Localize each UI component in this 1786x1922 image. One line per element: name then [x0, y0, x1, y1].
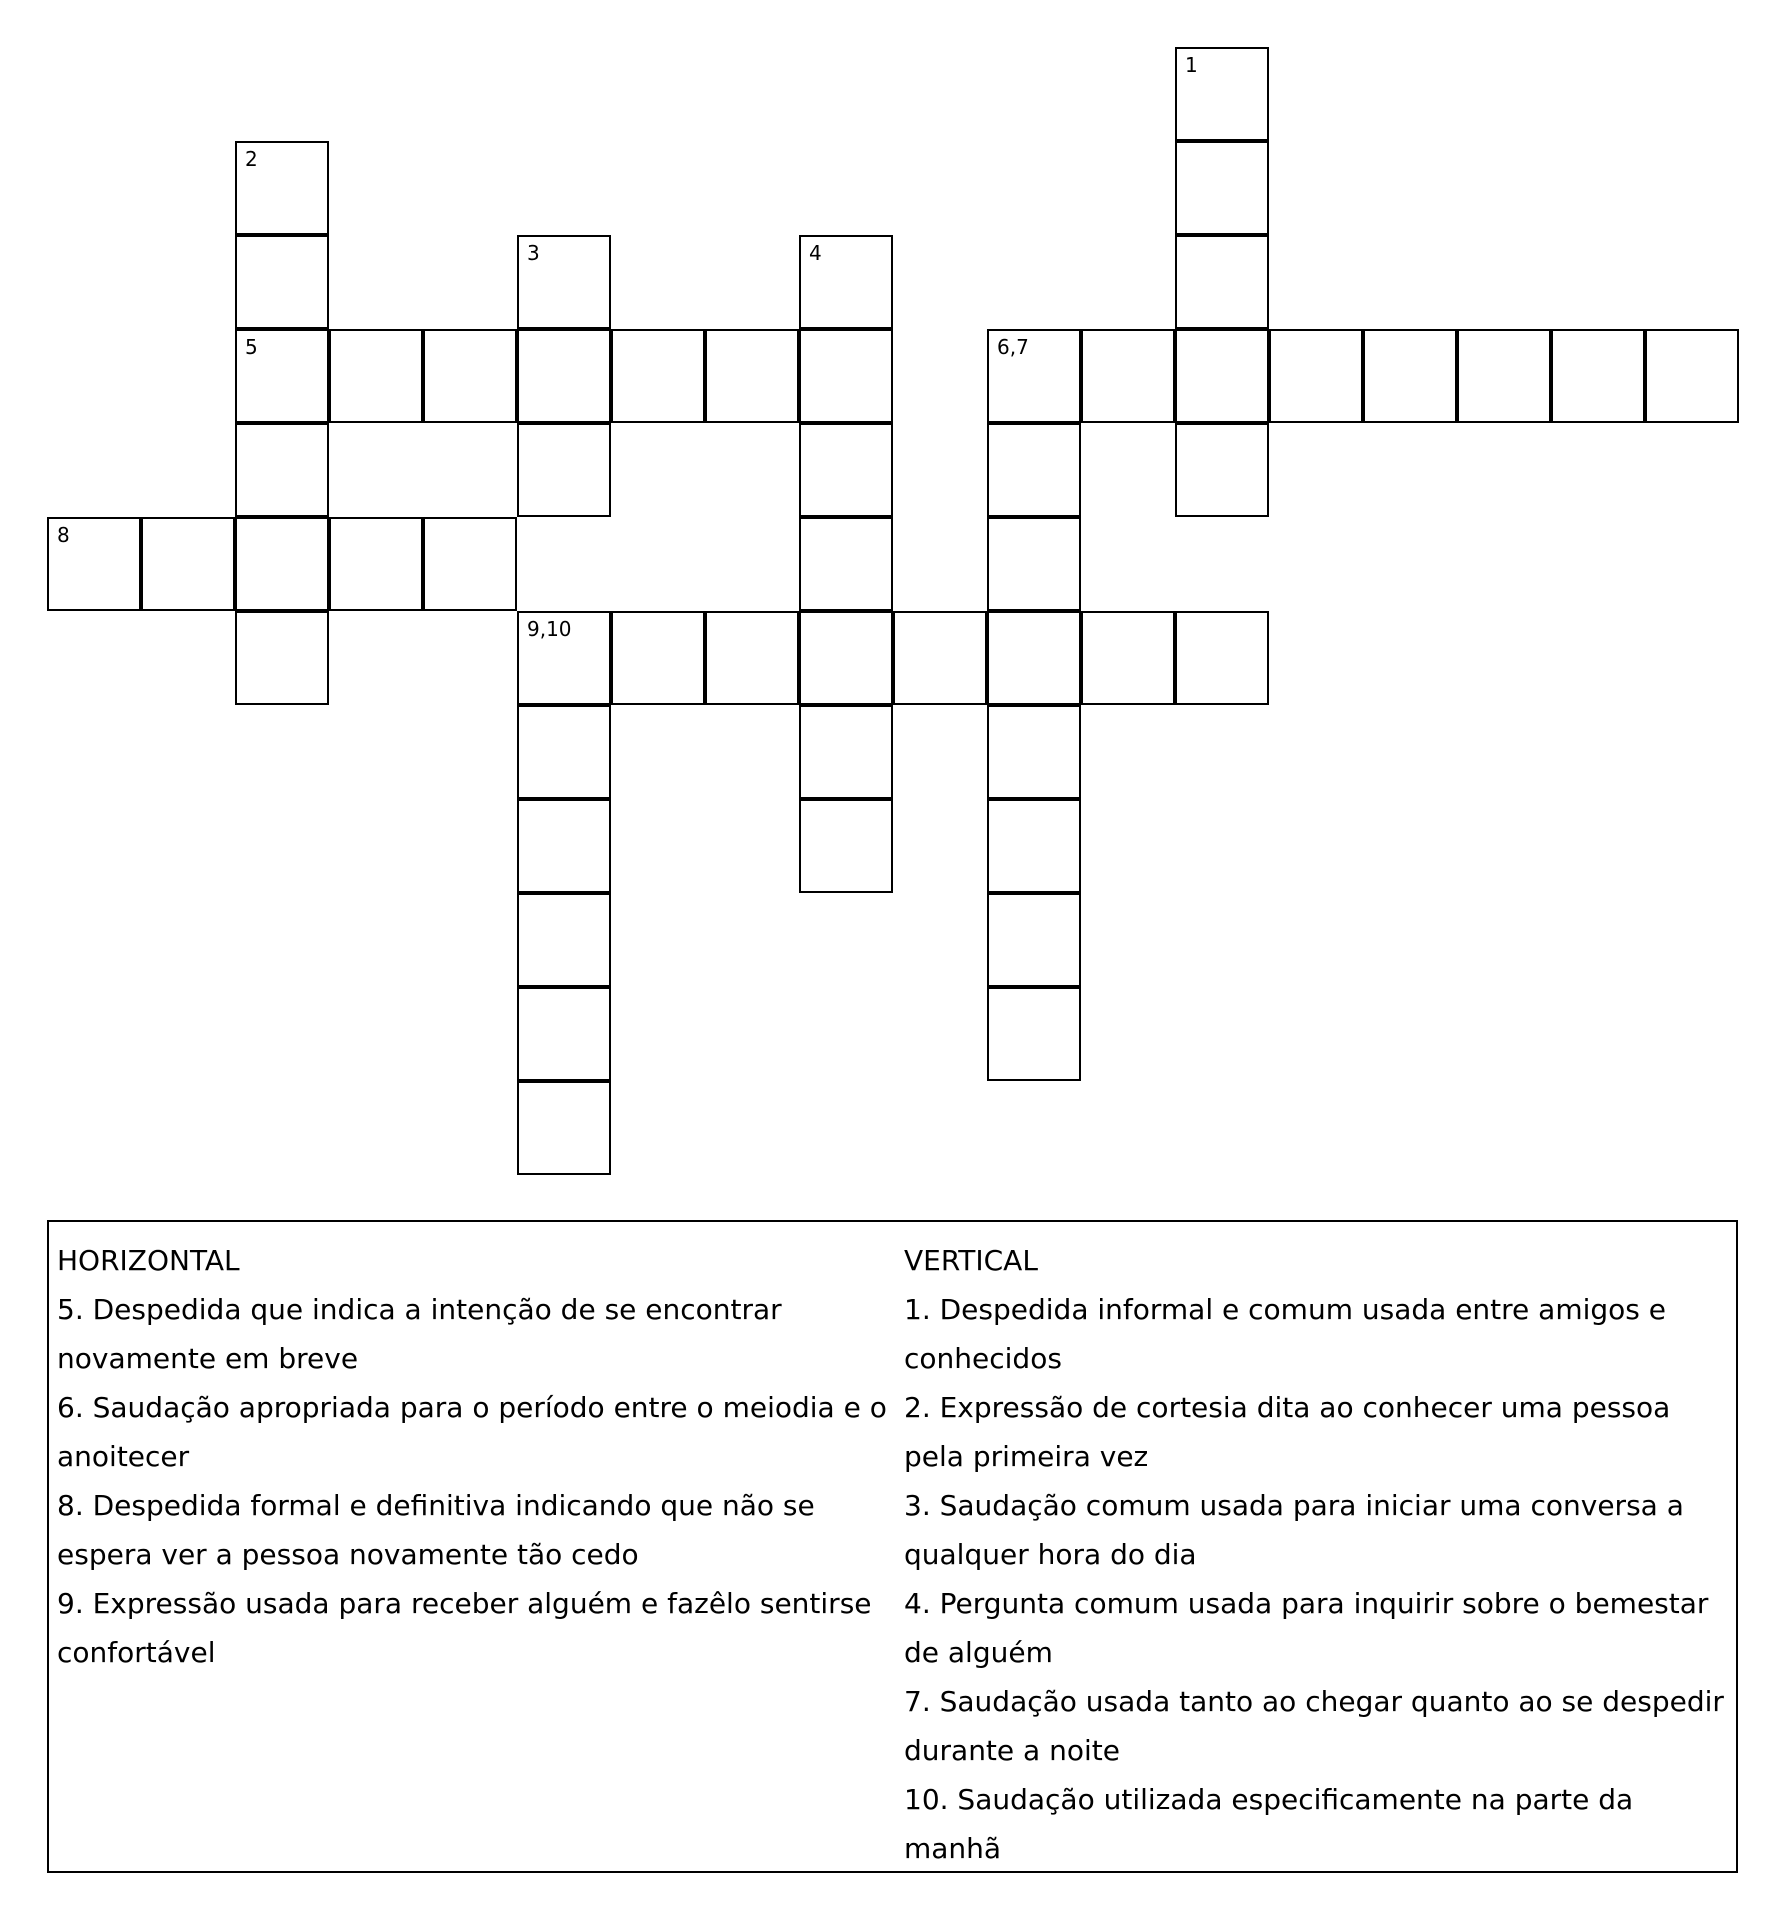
crossword-cell[interactable] — [517, 1081, 611, 1175]
clue-number: 4 — [809, 241, 822, 265]
crossword-cell[interactable] — [1363, 329, 1457, 423]
crossword-cell[interactable] — [799, 329, 893, 423]
crossword-cell[interactable] — [423, 329, 517, 423]
clue-number: 3 — [527, 241, 540, 265]
crossword-cell[interactable] — [1175, 47, 1269, 141]
vertical-clue: 7. Saudação usada tanto ao chegar quanto ao se despedir durante a noite — [904, 1685, 1724, 1767]
clues-box — [47, 1220, 1738, 1873]
crossword-cell[interactable] — [799, 799, 893, 893]
horizontal-clue: 6. Saudação apropriada para o período entre o meiodia e o anoitecer — [57, 1391, 887, 1473]
vertical-clues — [904, 1236, 1734, 1873]
crossword-cell[interactable] — [1457, 329, 1551, 423]
crossword-cell[interactable] — [799, 705, 893, 799]
clue-number: 9,10 — [527, 617, 572, 641]
crossword-cell[interactable] — [1175, 329, 1269, 423]
clue-number: 6,7 — [997, 335, 1029, 359]
crossword-cell[interactable] — [1551, 329, 1645, 423]
vertical-clue: 4. Pergunta comum usada para inquirir sobre o bemestar de alguém — [904, 1587, 1709, 1669]
clue-number: 5 — [245, 335, 258, 359]
crossword-cell[interactable] — [611, 329, 705, 423]
crossword-cell[interactable] — [423, 517, 517, 611]
crossword-cell[interactable] — [987, 611, 1081, 705]
crossword-cell[interactable] — [517, 705, 611, 799]
vertical-clue: 3. Saudação comum usada para iniciar uma conversa a qualquer hora do dia — [904, 1489, 1684, 1571]
clue-number: 8 — [57, 523, 70, 547]
crossword-cell[interactable] — [1081, 329, 1175, 423]
crossword-cell[interactable] — [799, 423, 893, 517]
crossword-cell[interactable] — [235, 611, 329, 705]
crossword-cell[interactable] — [1175, 423, 1269, 517]
crossword-cell[interactable] — [1175, 235, 1269, 329]
vertical-clue: 1. Despedida informal e comum usada entre amigos e conhecidos — [904, 1293, 1667, 1375]
horizontal-clue: 5. Despedida que indica a intenção de se encontrar novamente em breve — [57, 1293, 782, 1375]
crossword-cell[interactable] — [329, 329, 423, 423]
crossword-cell[interactable] — [893, 611, 987, 705]
crossword-cell[interactable] — [799, 611, 893, 705]
crossword-cell[interactable] — [517, 423, 611, 517]
crossword-cell[interactable] — [235, 329, 329, 423]
crossword-cell[interactable] — [1081, 611, 1175, 705]
horizontal-heading: HORIZONTAL — [57, 1244, 240, 1277]
crossword-cell[interactable] — [517, 893, 611, 987]
crossword-cell[interactable] — [987, 987, 1081, 1081]
crossword-cell[interactable] — [329, 517, 423, 611]
crossword-cell[interactable] — [987, 517, 1081, 611]
vertical-clue: 2. Expressão de cortesia dita ao conhecer uma pessoa pela primeira vez — [904, 1391, 1671, 1473]
crossword-cell[interactable] — [517, 235, 611, 329]
crossword-cell[interactable] — [799, 235, 893, 329]
crossword-cell[interactable] — [235, 141, 329, 235]
crossword-cell[interactable] — [517, 611, 611, 705]
crossword-cell[interactable] — [799, 517, 893, 611]
vertical-heading: VERTICAL — [904, 1244, 1038, 1277]
crossword-cell[interactable] — [987, 799, 1081, 893]
crossword-cell[interactable] — [517, 799, 611, 893]
crossword-cell[interactable] — [235, 423, 329, 517]
crossword-cell[interactable] — [987, 893, 1081, 987]
crossword-cell[interactable] — [235, 517, 329, 611]
crossword-cell[interactable] — [705, 329, 799, 423]
clue-number: 1 — [1185, 53, 1198, 77]
crossword-cell[interactable] — [235, 235, 329, 329]
crossword-cell[interactable] — [987, 329, 1081, 423]
crossword-cell[interactable] — [1175, 611, 1269, 705]
crossword-cell[interactable] — [47, 517, 141, 611]
crossword-cell[interactable] — [987, 705, 1081, 799]
crossword-cell[interactable] — [517, 329, 611, 423]
crossword-cell[interactable] — [1269, 329, 1363, 423]
crossword-cell[interactable] — [1175, 141, 1269, 235]
vertical-clue: 10. Saudação utilizada especificamente na parte da manhã — [904, 1783, 1634, 1865]
crossword-cell[interactable] — [1645, 329, 1739, 423]
crossword-cell[interactable] — [517, 987, 611, 1081]
horizontal-clue: 9. Expressão usada para receber alguém e fazêlo sentirse confortável — [57, 1587, 872, 1669]
crossword-cell[interactable] — [705, 611, 799, 705]
horizontal-clues — [57, 1236, 887, 1677]
clue-number: 2 — [245, 147, 258, 171]
horizontal-clue: 8. Despedida formal e definitiva indicando que não se espera ver a pessoa novamente tão cedo — [57, 1489, 815, 1571]
crossword-cell[interactable] — [141, 517, 235, 611]
crossword-cell[interactable] — [611, 611, 705, 705]
crossword-cell[interactable] — [987, 423, 1081, 517]
